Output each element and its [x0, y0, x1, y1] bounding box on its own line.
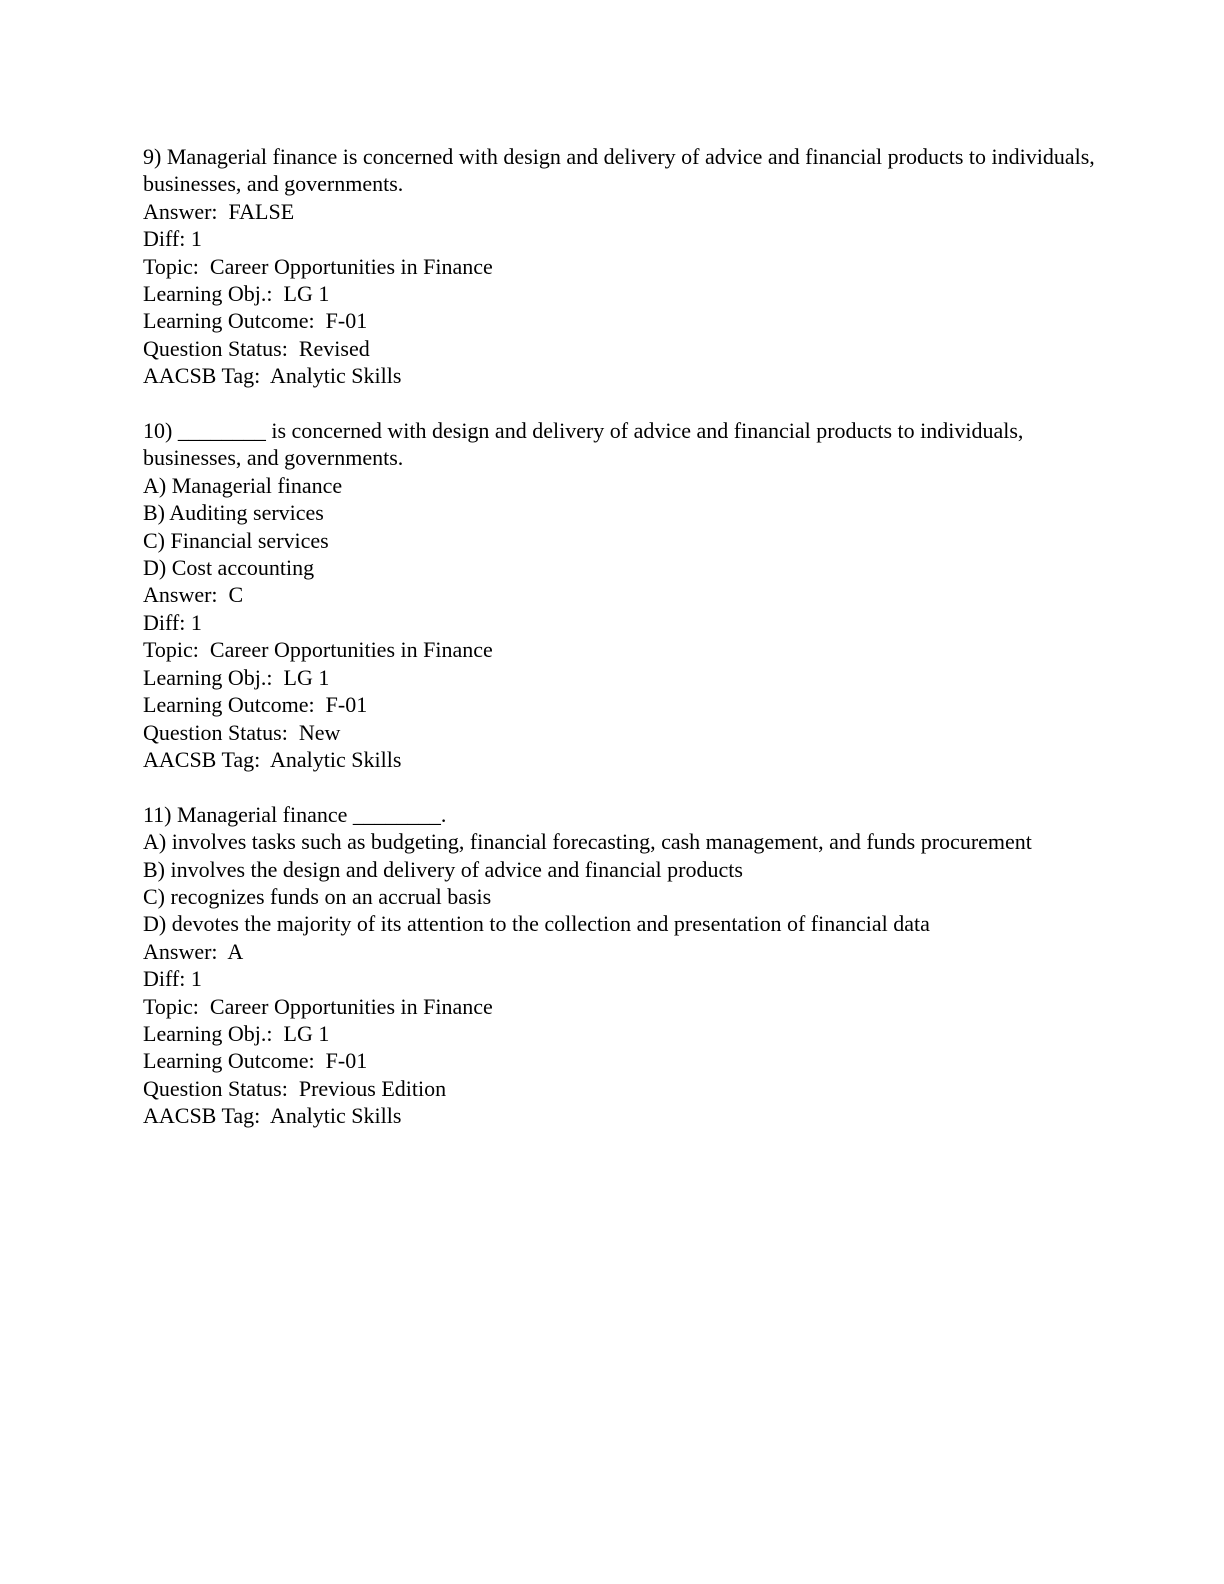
topic: Topic: Career Opportunities in Finance: [143, 993, 493, 1019]
option-d: D) Cost accounting: [143, 555, 315, 581]
difficulty: Diff: 1: [143, 226, 202, 252]
learning-objective: Learning Obj.: LG 1: [143, 281, 330, 307]
option-b: B) Auditing services: [143, 500, 324, 526]
question-10: [143, 417, 1103, 773]
option-d: D) devotes the majority of its attention to the collection and presentation of financial data: [143, 911, 930, 937]
learning-outcome: Learning Outcome: F-01: [143, 692, 368, 718]
learning-outcome: Learning Outcome: F-01: [143, 1048, 368, 1074]
option-c: C) Financial services: [143, 527, 329, 553]
learning-objective: Learning Obj.: LG 1: [143, 664, 330, 690]
question-status: Question Status: New: [143, 719, 341, 745]
topic: Topic: Career Opportunities in Finance: [143, 253, 493, 279]
option-c: C) recognizes funds on an accrual basis: [143, 883, 492, 909]
option-a: A) involves tasks such as budgeting, financial forecasting, cash management, and funds procurement: [143, 829, 1032, 855]
question-status: Question Status: Previous Edition: [143, 1075, 447, 1101]
question-9: [143, 143, 1103, 390]
option-b: B) involves the design and delivery of advice and financial products: [143, 856, 743, 882]
learning-objective: Learning Obj.: LG 1: [143, 1020, 330, 1046]
document-page: [143, 143, 1103, 1130]
aacsb-tag: AACSB Tag: Analytic Skills: [143, 746, 402, 772]
option-a: A) Managerial finance: [143, 472, 343, 498]
question-stem: 9) Managerial finance is concerned with design and delivery of advice and financial products to individuals, businesses, and governments.: [143, 144, 1101, 197]
question-status: Question Status: Revised: [143, 335, 370, 361]
aacsb-tag: AACSB Tag: Analytic Skills: [143, 1103, 402, 1129]
difficulty: Diff: 1: [143, 966, 202, 992]
difficulty: Diff: 1: [143, 609, 202, 635]
question-11: [143, 801, 1103, 1130]
answer: Answer: C: [143, 582, 244, 608]
question-stem: 10) ________ is concerned with design and delivery of advice and financial products to individuals, businesses, and governments.: [143, 418, 1029, 471]
aacsb-tag: AACSB Tag: Analytic Skills: [143, 363, 402, 389]
answer: Answer: FALSE: [143, 198, 295, 224]
question-stem: 11) Managerial finance ________.: [143, 801, 447, 827]
answer: Answer: A: [143, 938, 244, 964]
topic: Topic: Career Opportunities in Finance: [143, 637, 493, 663]
learning-outcome: Learning Outcome: F-01: [143, 308, 368, 334]
